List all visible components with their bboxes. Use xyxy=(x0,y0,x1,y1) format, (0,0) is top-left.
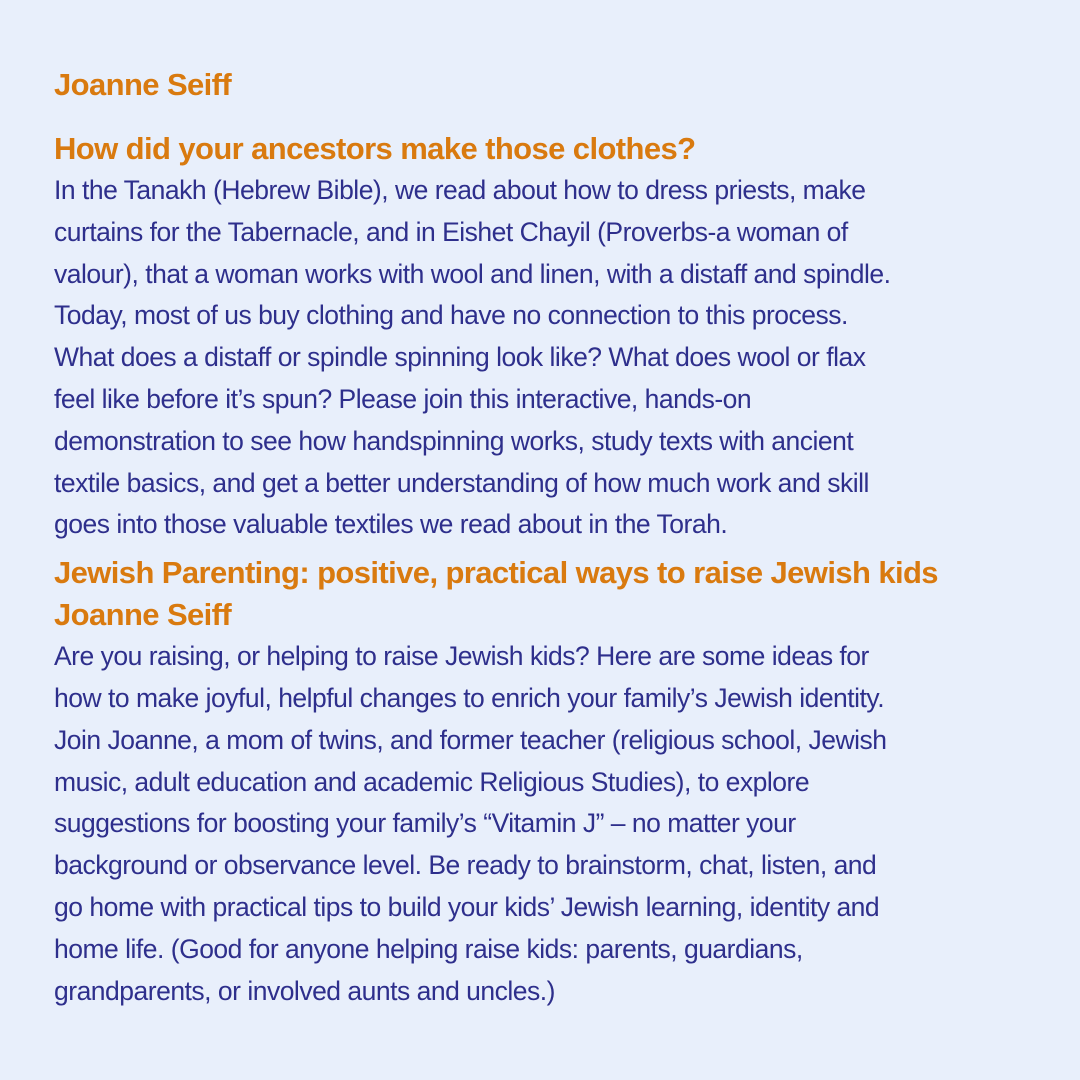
description-line: Join Joanne, a mom of twins, and former teacher (religious school, Jewish xyxy=(54,724,887,755)
session-title: Jewish Parenting: positive, practical ways to raise Jewish kids xyxy=(54,555,938,591)
description-line: background or observance level. Be ready to brainstorm, chat, listen, and xyxy=(54,850,877,881)
description-line: feel like before it’s spun? Please join this interactive, hands-on xyxy=(54,383,752,414)
program-page xyxy=(54,64,1044,1012)
description-line: Are you raising, or helping to raise Jewish kids? Here are some ideas for xyxy=(54,641,869,672)
description-line: What does a distaff or spindle spinning look like? What does wool or flax xyxy=(54,342,866,373)
description-line: demonstration to see how handspinning works, study texts with ancient xyxy=(54,425,854,456)
session-description xyxy=(54,636,1044,1012)
description-line: how to make joyful, helpful changes to enrich your family’s Jewish identity. xyxy=(54,682,885,713)
description-line: curtains for the Tabernacle, and in Eishet Chayil (Proverbs-a woman of xyxy=(54,216,848,247)
session-title: How did your ancestors make those clothes? xyxy=(54,131,696,166)
description-line: suggestions for boosting your family’s “Vitamin J” – no matter your xyxy=(54,808,796,839)
description-line: valour), that a woman works with wool and linen, with a distaff and spindle. xyxy=(54,258,891,289)
description-line: home life. (Good for anyone helping raise kids: parents, guardians, xyxy=(54,933,803,964)
description-line: music, adult education and academic Religious Studies), to explore xyxy=(54,766,810,797)
session-description xyxy=(54,170,1044,546)
description-line: grandparents, or involved aunts and uncles.) xyxy=(54,975,555,1006)
description-line: textile basics, and get a better understanding of how much work and skill xyxy=(54,467,869,498)
presenter-name: Joanne Seiff xyxy=(54,67,232,102)
description-line: go home with practical tips to build your kids’ Jewish learning, identity and xyxy=(54,891,880,922)
description-line: Today, most of us buy clothing and have no connection to this process. xyxy=(54,300,848,331)
presenter-name: Joanne Seiff xyxy=(54,597,232,633)
description-line: goes into those valuable textiles we read about in the Torah. xyxy=(54,509,728,540)
description-line: In the Tanakh (Hebrew Bible), we read about how to dress priests, make xyxy=(54,175,866,205)
